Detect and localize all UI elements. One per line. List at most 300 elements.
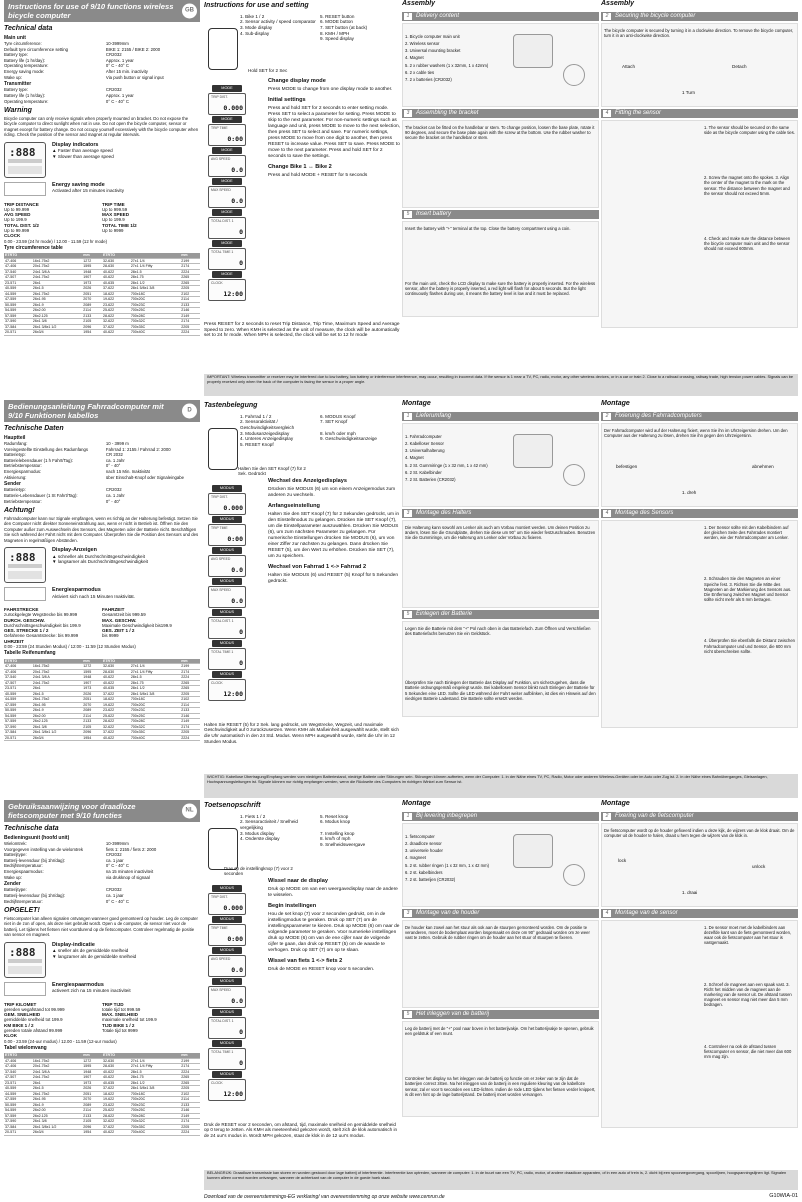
section-sensor [601, 509, 798, 518]
energy-text: Aktiviert sich nach 15 Minuten Inaktivität. [52, 593, 135, 599]
battery-text: Leg de batterij met de "+" pool naar boven in het batterijvakje. Om het batterijvakje te openen, gebruik een geldstuk of een munt. [405, 1025, 594, 1036]
stat-value: totale tijd tot 999.59 [102, 1006, 141, 1012]
table-cell: 37-584 [4, 324, 32, 330]
table-cell: 27x1 1/4 Fifty [130, 264, 180, 270]
spec-value: CR2032 [105, 487, 122, 493]
delivery-item: 6. 2 St. Kabelbinder [405, 469, 442, 475]
function-stats [4, 607, 200, 644]
stat-label: GES. STRECKE 1 / 2 [4, 628, 49, 634]
key-legend-item: 9. Speed display [320, 36, 354, 42]
clock-range: 0.00 - 23.59 (24-uur modus) / 12.00 - 11.59 (12-uur modus) [4, 1038, 117, 1044]
tech-data-heading: Technische data [4, 825, 59, 832]
section-securing [601, 412, 798, 421]
mode-screen [208, 1017, 246, 1039]
stat-label: KLOK [4, 1033, 18, 1039]
section-title: Fitting the sensor [615, 109, 662, 116]
key-legend-item: 4. Sub-display [240, 30, 270, 36]
mode-screen [208, 955, 246, 977]
table-cell: 1973 [82, 686, 102, 692]
key-legend [240, 814, 400, 848]
key-legend-item: 2. Sensoraktivität / Geschwindigkeitsvergleich [240, 419, 295, 430]
table-cell: 26x1.5 [32, 286, 82, 292]
delivery-item: 1. Bicycle computer main unit [405, 33, 460, 39]
table-cell: 37-540 [4, 675, 32, 681]
table-cell: 26x1 [32, 686, 82, 692]
section-title: Einlegen der Batterie [416, 610, 473, 617]
table-cell: 54-559 [4, 1108, 32, 1114]
delivery-illustration [402, 23, 599, 107]
country-code-badge: D [182, 404, 197, 419]
step-heading: Initial settings [268, 96, 306, 103]
table-cell: 700x18C [130, 291, 180, 297]
key-legend-item: 7. SET Knopf [320, 419, 348, 425]
stat-label: MAX. SNELHEID [102, 1012, 138, 1018]
table-cell: 2224 [180, 1130, 200, 1136]
table-cell: 27x1 1/4 Fifty [130, 1064, 180, 1070]
tyre-table [4, 659, 200, 742]
table-cell: 23-622 [102, 708, 130, 714]
mode-screen-label: TRIP DIST. [211, 494, 228, 499]
spec-value: über Einschalt-Knopf oder Signaleingabe [105, 474, 185, 480]
mode-label: MODE [212, 178, 242, 185]
spec-key: Batterietyp: [4, 452, 26, 458]
table-cell: 2265 [180, 1080, 200, 1086]
table-cell: 26x1.75x2 [32, 697, 82, 703]
section-title: Securing the bicycle computer [615, 12, 696, 19]
table-cell: 2133 [82, 1113, 102, 1119]
table-cell: 2102 [180, 1091, 200, 1097]
bike-computer-icon [208, 828, 238, 870]
detach-label: unlock [752, 863, 766, 869]
arrow-down-icon: ▼ [52, 154, 58, 160]
mode-label: MODUS [212, 1040, 242, 1047]
arrow-down-icon: ▼ [52, 954, 58, 960]
step-text: Druk op MODE om van een weergavedisplay naar de andere te wisselen. [268, 886, 398, 898]
table-header-cell: ETRTO [102, 253, 130, 258]
mode-screen [208, 555, 246, 577]
stat-value: Totale tijd tot 9999 [102, 1028, 138, 1034]
table-cell: 26x1.95 [32, 702, 82, 708]
table-cell: 57-559 [4, 313, 32, 319]
table-cell: 47-559 [4, 702, 32, 708]
table-cell: 26x1.9 [32, 1102, 82, 1108]
table-cell: 2089 [82, 1102, 102, 1108]
mode-label: MODE [212, 271, 242, 278]
section-title: Het inleggen van de batterij [416, 1010, 490, 1017]
table-cell: 2096 [82, 1124, 102, 1130]
table-cell: 2089 [82, 302, 102, 308]
section-bracket [402, 509, 599, 518]
table-cell: 2205 [180, 324, 200, 330]
table-cell: 28-630 [102, 669, 130, 675]
delivery-item: 5. 2 x rubber washers (1 x 32mm, 1 x 42mm) [405, 62, 489, 68]
table-cell: 37-622 [102, 1124, 130, 1130]
table-cell: 2070 [82, 297, 102, 303]
mode-label: MODUS [212, 916, 242, 923]
spec-key: Battery life (1 hr/day): [4, 57, 46, 63]
delivery-list [405, 432, 501, 482]
turn-label: 1. draai [682, 889, 698, 895]
mode-screen-label: TRIP TIME [211, 525, 228, 530]
transmitter-heading: Zender [4, 881, 21, 888]
tyre-table-heading: Tabel wielomvang [4, 1045, 47, 1052]
spec-value: Fahrrad 1: 2155 / Fahrrad 2: 2000 [105, 446, 171, 452]
table-cell: 2224 [180, 735, 200, 741]
table-cell: 54-559 [4, 713, 32, 719]
mode-screen-value: 0 [239, 1027, 243, 1036]
country-code-badge: NL [182, 804, 197, 819]
table-cell: 40-622 [102, 735, 130, 741]
securing-text: Der Fahrradcomputer wird auf der Halterung fixiert, wenn Sie ihn im Uhrzeigersinn drehen. Um den Computer aus der Halterung zu lösen, drehen Sie ihn gegen den Uhrzeigersinn. [604, 427, 788, 438]
mode-screen [208, 924, 246, 946]
spec-key: Voorgegeven instelling van de wielomtrek [4, 846, 84, 852]
mode-screen-label: TOTAL TIME 1 [211, 1049, 234, 1054]
computer-unit-image [513, 834, 553, 868]
guide-title: Instructions for use and setting [204, 2, 309, 9]
spec-key: Wielomtrek: [4, 841, 27, 846]
step-heading: Change display mode [268, 77, 326, 84]
distance-check-text: 4. Controleer na ook de afstand tussen fietscomputer en sensor, die niet meer dan 600 mm mag zijn. [704, 1043, 792, 1059]
table-cell: 32-630 [102, 664, 130, 670]
table-cell: 2114 [82, 308, 102, 314]
table-cell: 47-507 [4, 275, 32, 281]
spec-key: Batterijtype: [4, 887, 27, 893]
table-cell: 40-635 [102, 1080, 130, 1086]
sensor-illustration [601, 520, 798, 728]
stat-label: UHRZEIT [4, 638, 24, 644]
magnet-text: 2. Screw the magnet onto the spokes. 3. Align the center of the magnet to the mark on the sensor. The distance between the magnet and the sensor should not exceed 5mm. [704, 175, 790, 196]
step-heading: Change Bike 1 ↔ Bike 2 [268, 163, 332, 170]
table-cell: 700x32C [130, 1119, 180, 1125]
table-cell: 2026 [82, 286, 102, 292]
table-cell: 2174 [180, 669, 200, 675]
section-title: Insert battery [416, 210, 452, 217]
table-cell: 28x1.75 [130, 275, 180, 281]
section-number: 2 [603, 813, 611, 820]
table-cell: 23-571 [4, 280, 32, 286]
table-cell: 23-622 [102, 1102, 130, 1108]
table-cell: 1907 [82, 680, 102, 686]
stat-label: FAHRSTRECKE [4, 606, 39, 612]
table-cell: 26x1 3/8 [32, 1119, 82, 1125]
spec-key: Voreingestellte Einstellung des Radumfangs [4, 446, 89, 452]
table-cell: 2205 [180, 286, 200, 292]
section-number: 5 [404, 1011, 412, 1018]
table-cell: 26x1.95 [32, 297, 82, 303]
delivery-item: 2. draadloze sensor [405, 840, 442, 846]
table-cell: 700x23C [130, 302, 180, 308]
delivery-item: 4. magneet [405, 855, 426, 861]
table-cell: 50-559 [4, 708, 32, 714]
steps [268, 474, 400, 585]
table-cell: 40-622 [102, 675, 130, 681]
table-cell: 28x1.75 [130, 1075, 180, 1081]
key-legend-item: 6. Modus knop [320, 819, 351, 825]
table-cell: 24x1.75x2 [32, 680, 82, 686]
mode-screen-value: 0.000 [223, 103, 243, 112]
assembly-column-en-right [601, 0, 798, 328]
slower-label: Slower than average speed [57, 154, 114, 160]
title-en: Instructions for use of 9/10 functions wireless bicycle computer [8, 2, 174, 20]
table-cell: 1595 [82, 264, 102, 270]
table-cell: 2174 [180, 1064, 200, 1070]
table-cell: 2114 [82, 1108, 102, 1114]
key-legend-item: 1. Fahrrad 1 / 2 [240, 413, 272, 419]
table-cell: 26x2.125 [32, 719, 82, 725]
magnet-text: 2. Schroef de magneet aan een spaak vast. 3. Richt het midden van de magneet aan de markering van de sensor uit. De afstand tussen magneet en sensor mag niet meer dan 5 mm bedragen. [704, 981, 792, 1008]
slower-label: langzamer als de gemiddelde snelheid [57, 954, 137, 960]
mode-screen-value: 0.000 [223, 503, 243, 512]
table-cell: 2199 [180, 1058, 200, 1064]
mode-screen [208, 93, 246, 115]
section-title: Delivery content [416, 12, 460, 19]
stat-value: Up to 99.999 [4, 228, 30, 234]
bracket-text: The bracket can be fitted on the handlebar or stem. To change position, loosen the base plate, rotate it 90 degrees, and secure the base plate again with the screw at the bottom. Use the rubber washer to secure the bracket on the handlebar or stem. [405, 124, 595, 141]
assembly-heading: Montage [402, 400, 431, 407]
mode-screen [208, 893, 246, 915]
main-unit-heading: Bedieningsunit (hoofd unit) [4, 834, 70, 841]
energy-saving-icon [4, 982, 46, 996]
table-cell: 1973 [82, 1080, 102, 1086]
table-cell: 1272 [82, 664, 102, 670]
table-cell: 2149 [180, 719, 200, 725]
energy-saving-icon [4, 587, 46, 601]
magnet-text: 2. Schrauben Sie den Magneten an einer Speiche fest. 3. Richten Sie die Mitte des Magneten an der Markierung des Sensors aus. Die Entfernung zwischen Magnet und Sensor sollte nicht mehr als 5 mm betragen. [704, 576, 792, 603]
mode-screen [208, 648, 246, 670]
table-cell: 1595 [82, 1064, 102, 1070]
table-cell: 27x1 1/4 Fifty [130, 669, 180, 675]
table-cell: 700x20C [130, 702, 180, 708]
table-cell: 2174 [180, 264, 200, 270]
table-cell: 26x1.9 [32, 708, 82, 714]
mode-screen-value: 0:00 [227, 134, 243, 143]
tyre-table [4, 253, 200, 336]
table-cell: 700x25C [130, 1108, 180, 1114]
section-number: 1 [404, 413, 412, 420]
table-cell: 40-559 [4, 691, 32, 697]
section-number: 4 [603, 510, 611, 517]
table-cell: 40-622 [102, 680, 130, 686]
table-cell: 700x20C [130, 297, 180, 303]
delivery-item: 4. Magnet [405, 455, 424, 461]
section-title: Fixering van de fietscomputer [615, 812, 694, 819]
table-cell: 28x1.75 [130, 680, 180, 686]
table-cell: 26x2.00 [32, 308, 82, 314]
table-cell: 28x1 1/2 [130, 1080, 180, 1086]
spec-key: Batterielebensdauer (1 h Fahrt/Tag): [4, 457, 74, 463]
important-note: WICHTIG: Kabellose Übertragung/Empfang werden vom niedrigen Batteriestand, niedrige Batterie oder Störungen sein. Störungen können auftreten, wenn der Computer: 1. in der Nähe eines TV, PC, Radio, Motor oder anderen Wireless-Geräten oder im Auto oder Zug ist. 2. in der Nähe eines Bahnüberganges, Gleisanlagen, Hochspannungsleitungen ist. Signale können nur richtig empfangen werden, wenn die Rückseite des Computers im richtigen Winkel zum Sensor ist. [204, 774, 798, 798]
table-cell: 26x2.00 [32, 713, 82, 719]
spec-value: 10-3999mm [105, 841, 129, 846]
table-cell: 26x3/4 [32, 1130, 82, 1136]
table-cell: 32-622 [102, 1119, 130, 1125]
title-band-nl [4, 800, 200, 822]
table-cell: 40-622 [102, 330, 130, 336]
table-row [4, 1130, 200, 1136]
attach-label: befestigen [616, 463, 638, 469]
display-indicators [4, 142, 200, 178]
battery-text-2: For the main unit, check the LCD display to make sure the battery is properly inserted. For the wireless sensor, after the battery is properly inserted, a red light will flash for about 5 seconds. But the light continuously flashes during use, it means the battery level is low and it must be replaced. [405, 280, 596, 297]
turn-label: 1 Turn [682, 89, 696, 95]
mode-flow [204, 884, 264, 1101]
table-cell: 2265 [180, 280, 200, 286]
delivery-item: 1. fietscomputer [405, 833, 435, 839]
mode-screen-value: 12:00 [223, 689, 243, 698]
detach-label: abnehmen [752, 463, 774, 469]
table-cell: 26x2.125 [32, 313, 82, 319]
table-cell: 40-622 [102, 1130, 130, 1136]
warning-text: Fietscomputer kan alleen signalen ontvangen wanneer goed gemonteerd op houder. Leg de computer niet in de zon of open, als deze niet gebruikt wordt. Open u de computer, de sensor niet voor de batterij. Let tijdens het fietsen niet voortdurend op de fietscomputer. Controleer regelmatig de positie van sensor en magneet. [4, 915, 198, 938]
warning-text: Bicycle computer can only receive signals when properly mounted on bracket. Do not expose the bicycle computer to direct sunlight when not in use. Do not open the bicycle computer, sensor or magnet except for battery change. Do not occupy yourself excessively with the bicycle computer when riding. Check the position of the sensor and magnet at regular intervals. [4, 115, 199, 138]
table-cell: 1948 [82, 1069, 102, 1075]
table-header-cell: mm [82, 1053, 102, 1058]
mode-flow [204, 84, 264, 301]
delivery-item: 6. 2 x cable ties [405, 69, 435, 75]
stat-value: Gesamtzeit bis 999.59 [102, 612, 146, 618]
table-cell: 54-559 [4, 308, 32, 314]
spec-value: BIKE 1: 2155 / BIKE 2: 2000 [105, 46, 161, 52]
stat-value: Maximale Geschwindigkeit bis199.9 [102, 622, 172, 628]
table-cell: 37-584 [4, 730, 32, 736]
energy-text: Activated after 15 minutes inactivity [52, 188, 125, 194]
table-cell: 44-559 [4, 291, 32, 297]
table-cell: 2102 [180, 697, 200, 703]
delivery-illustration [402, 823, 599, 907]
table-cell: 23-571 [4, 1080, 32, 1086]
key-legend-item [320, 442, 400, 448]
table-cell: 2224 [180, 1069, 200, 1075]
hold-set-label: Hold SET for 2 Sec [248, 67, 288, 73]
sensor-text: 1. Der Sensor sollte mit den Kabelbindern auf der gleichen Seite des Fahrrades montiert werden, wie der Fahrradcomputer am Lenker. [704, 524, 789, 541]
table-cell: 1595 [82, 669, 102, 675]
steps [268, 874, 400, 973]
table-cell: 37-590 [4, 319, 32, 325]
spec-key: Wake up: [4, 74, 22, 80]
spec-key: Battery type: [4, 87, 29, 93]
table-cell: 26x1 3/8x1 1/2 [32, 730, 82, 736]
table-cell: 28x1 5/8x1 3/8 [130, 1086, 180, 1092]
section-number: 5 [404, 611, 412, 618]
table-cell: 40-559 [4, 286, 32, 292]
spec-value: CR2032 [105, 852, 122, 858]
table-cell: 700x40C [130, 330, 180, 336]
table-cell: 1948 [82, 675, 102, 681]
delivery-item: 7. 2 St. Batterien (CR2032) [405, 476, 456, 482]
table-cell: 1954 [82, 330, 102, 336]
detach-label: Detach [732, 63, 747, 69]
key-legend-item: 1. Bike 1 / 2 [240, 13, 265, 19]
delivery-item: 3. universele houder [405, 848, 443, 854]
table-cell: 16x1.75x2 [32, 664, 82, 670]
table-cell: 27x1 1/4 [130, 1058, 180, 1064]
key-legend-item: 1. Fiets 1 / 2 [240, 813, 266, 819]
table-cell: 37-622 [102, 730, 130, 736]
mode-screen [208, 248, 246, 270]
function-stats [4, 202, 200, 239]
mode-screen-label: TRIP TIME [211, 125, 228, 130]
table-cell: 26x1.95 [32, 1097, 82, 1103]
delivery-item: 6. 2 st. kabelbinders [405, 869, 443, 875]
spec-value: 10-3999mm [105, 41, 129, 46]
table-cell: 26x1 3/8 [32, 319, 82, 325]
slower-indicator [52, 559, 148, 565]
key-legend-item [240, 842, 320, 848]
battery-image [563, 864, 585, 886]
battery-illustration [402, 621, 599, 717]
mode-label: MODUS [212, 885, 242, 892]
key-legend-item: 8. KMH / MPH [320, 30, 350, 36]
table-cell: 700x18C [130, 697, 180, 703]
section-sensor [601, 909, 798, 918]
spec-key: Energiespaarmodus: [4, 868, 44, 874]
table-cell: 2096 [82, 730, 102, 736]
table-cell: 1954 [82, 735, 102, 741]
assembly-column-de-right [601, 400, 798, 728]
table-cell: 47-507 [4, 1075, 32, 1081]
table-cell: 28x1 1/2 [130, 686, 180, 692]
stat-label: TRIP DISTANCE [4, 201, 39, 207]
stat-label: GEM. SNELHEID [4, 1012, 41, 1018]
table-cell: 2199 [180, 664, 200, 670]
table-cell: 1973 [82, 280, 102, 286]
spec-value: Approx. 1 year [105, 57, 134, 63]
computer-unit-image [513, 434, 553, 468]
table-header-cell: mm [180, 253, 200, 258]
table-cell: 1907 [82, 1075, 102, 1081]
battery-image [563, 64, 585, 86]
spec-value: ca. 1 Jahr [105, 493, 125, 498]
stat-value: gereden totale afstand 99.999 [4, 1028, 63, 1034]
table-cell: 40-622 [102, 275, 130, 281]
table-cell: 32-630 [102, 258, 130, 264]
energy-heading: Energiespaarmodus [52, 981, 104, 988]
spec-value: fiets 1: 2155 / fiets 2: 2000 [105, 846, 157, 852]
title-de: Bedienungsanleitung Fahrradcomputer mit 9/10 Funktionen kabellos [8, 402, 164, 420]
securing-illustration [601, 423, 798, 507]
table-cell: 1954 [82, 1130, 102, 1136]
section-number: 1 [404, 13, 412, 20]
section-number: 3 [404, 510, 412, 517]
spec-key: Betriebstemperatur: [4, 498, 42, 504]
table-cell: 40-622 [102, 1075, 130, 1081]
table-cell: 37-622 [102, 691, 130, 697]
table-cell: 26x2.125 [32, 1113, 82, 1119]
spec-value: na 15 minuten inactiviteit [105, 868, 154, 874]
tech-data-heading: Technische Daten [4, 425, 64, 432]
mode-screen [208, 124, 246, 146]
delivery-illustration [402, 423, 599, 507]
key-legend-item: 6. MODE button [320, 19, 353, 25]
table-cell: 47-559 [4, 297, 32, 303]
delivery-item: 5. 2 st. rubber ringen (1 x 32 mm, 1 x 42 mm) [405, 862, 490, 868]
step-text: Druk de MODE en RESET knop voor 5 seconden. [268, 966, 375, 972]
key-legend-item: 9. Geschwindigkeitsanzeige [320, 436, 377, 442]
title-band-en [4, 0, 200, 22]
table-cell: 700x32C [130, 724, 180, 730]
attach-label: Attach [622, 63, 636, 69]
battery-illustration [402, 221, 599, 317]
table-cell: 700x25C [130, 308, 180, 314]
section-title: Lieferumfang [416, 412, 452, 419]
table-cell: 44-559 [4, 697, 32, 703]
table-cell: 26x1.75x2 [32, 1091, 82, 1097]
key-legend-item: 9. Snelheidsweergave [320, 841, 366, 847]
spec-key: Batterij-levensduur (bij 1hr/dag): [4, 893, 66, 898]
delivery-item: 2. Wireless sensor [405, 40, 440, 46]
guide-body [204, 414, 400, 754]
stat-value: gemiddelde snelheid tot 199.9 [4, 1017, 63, 1023]
display-indicators-heading: Display-indicatie [52, 941, 95, 948]
